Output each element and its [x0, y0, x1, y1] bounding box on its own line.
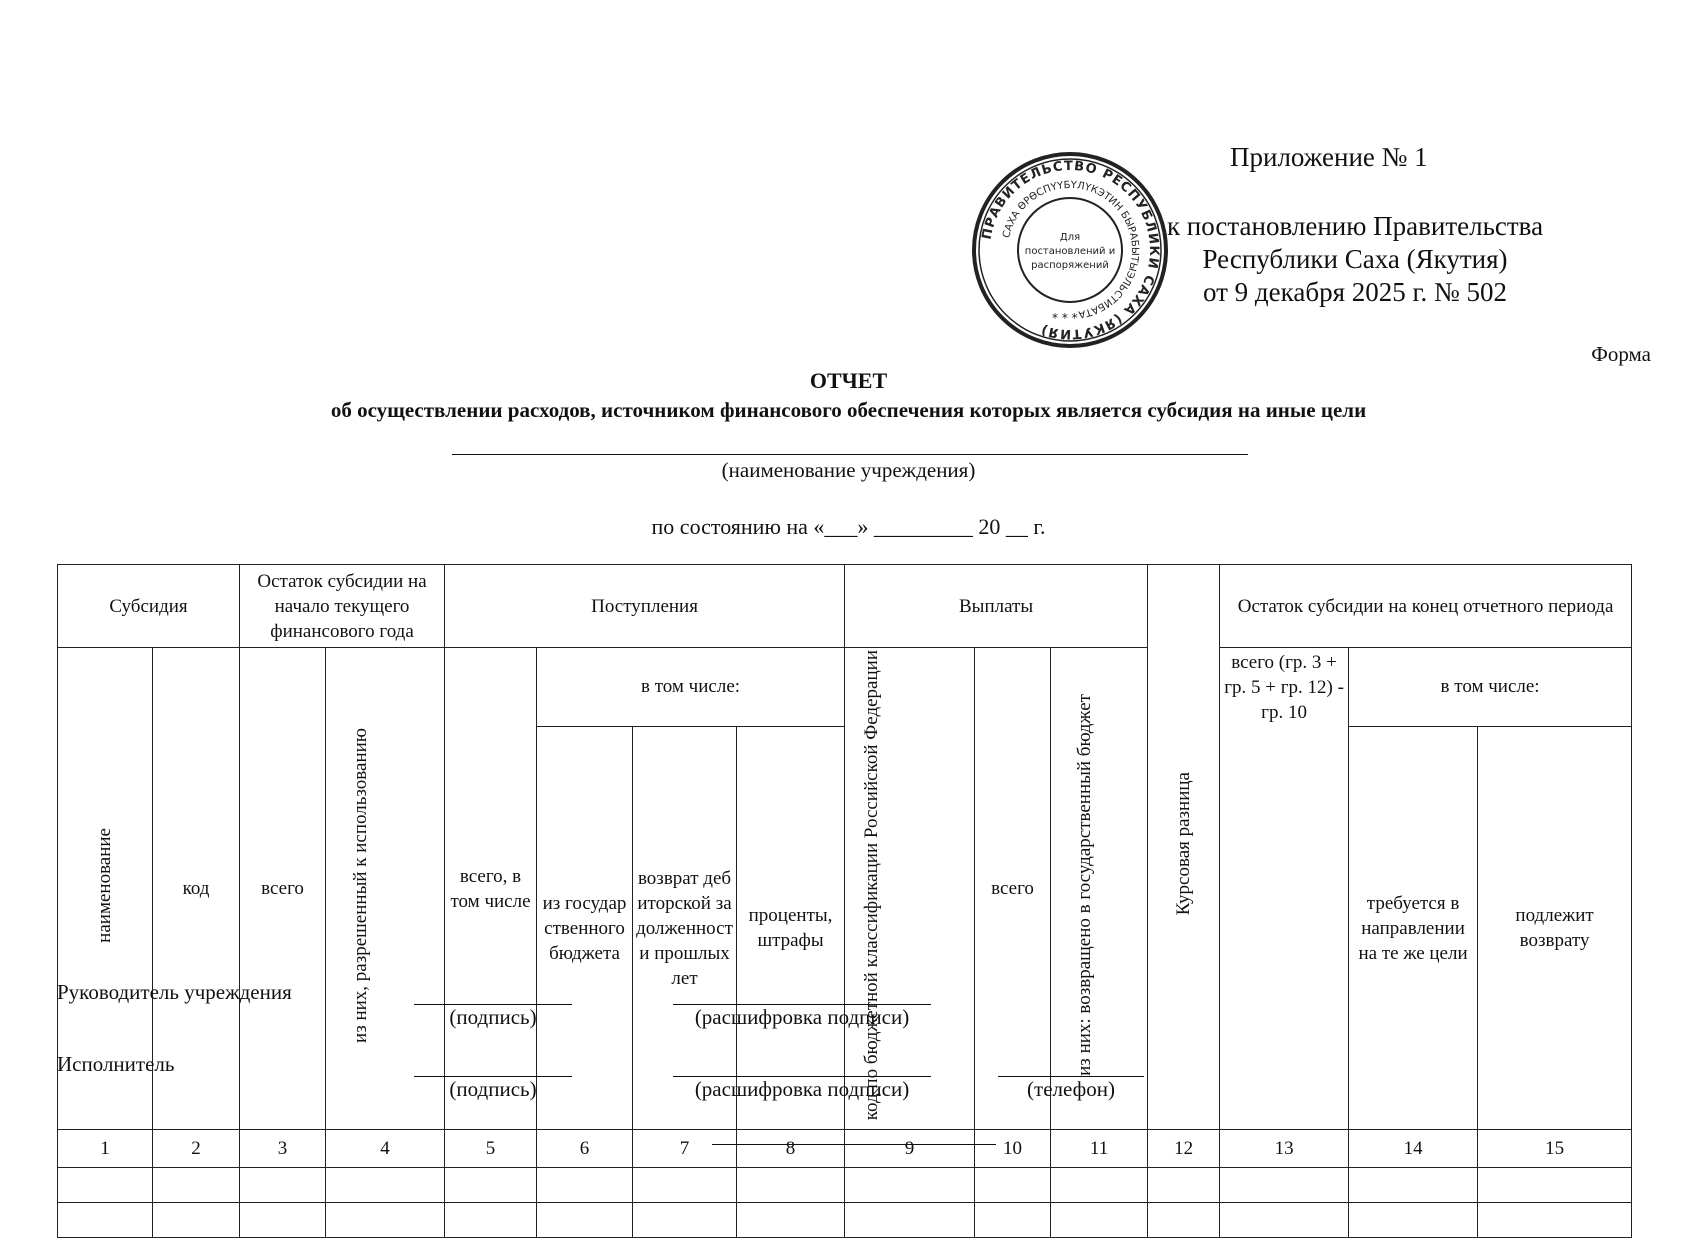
executor-decode-caption: (расшифровка подписи) — [694, 1077, 910, 1101]
column-number: 2 — [153, 1130, 240, 1168]
institution-name-line — [452, 454, 1248, 455]
end-including: в том числе: — [1349, 648, 1632, 727]
table-row — [58, 1168, 1632, 1203]
svg-text:* * *: * * * — [1052, 311, 1078, 325]
as-of-date: по состоянию на «___» _________ 20 __ г. — [651, 514, 1046, 539]
column-number: 9 — [845, 1130, 975, 1168]
head-label: Руководитель учреждения — [57, 980, 292, 1004]
receipts-including: в том числе: — [537, 648, 845, 727]
decree-line: к постановлению Правительства — [1166, 211, 1544, 241]
column-number: 10 — [975, 1130, 1051, 1168]
svg-text:постановлений и: постановлений и — [1024, 246, 1116, 257]
header-balance-end: Остаток субсидии на конец отчетного периода — [1220, 565, 1632, 648]
decree-line: от 9 декабря 2025 г. № 502 — [1202, 277, 1508, 307]
col-bk-code: код по бюджетной классификации Российской Федерации — [845, 648, 975, 1130]
column-number: 13 — [1220, 1130, 1349, 1168]
header-subsidy: Субсидия — [58, 565, 240, 648]
head-decode-caption: (расшифровка подписи) — [694, 1005, 910, 1029]
executor-phone-caption: (телефон) — [1027, 1077, 1115, 1101]
appendix-label: Приложение № 1 — [1230, 142, 1428, 172]
form-label: Форма — [1591, 342, 1651, 366]
executor-label: Исполнитель — [57, 1052, 175, 1076]
svg-text:распоряжений: распоряжений — [1031, 260, 1109, 271]
col-receipts-total: всего, в том числе — [445, 648, 537, 1130]
exchange-diff-label: Курсовая разница — [1172, 772, 1194, 916]
header-balance-start: Остаток субсидии на начало текущего финансового года — [240, 565, 445, 648]
column-number: 4 — [326, 1130, 445, 1168]
col-from-state-budget: из государственного бюджета — [537, 726, 633, 1129]
column-number: 7 — [633, 1130, 737, 1168]
col-returned: из них: возвращено в государственный бюджет — [1051, 648, 1148, 1130]
col-to-return: подлежит возврату — [1478, 726, 1632, 1129]
col-end-total: всего (гр. 3 + гр. 5 + гр. 12) - гр. 10 — [1220, 648, 1349, 1130]
report-table — [57, 564, 1632, 1238]
column-number: 11 — [1051, 1130, 1148, 1168]
footer-line — [712, 1144, 996, 1145]
header-receipts: Поступления — [445, 565, 845, 648]
col-code: код — [153, 648, 240, 1130]
svg-text:Для: Для — [1059, 232, 1081, 243]
col-allowed: из них, разрешенный к использованию — [326, 648, 445, 1130]
col-interest: проценты, штрафы — [737, 726, 845, 1129]
decree-reference — [1165, 210, 1545, 309]
executor-signature-caption: (подпись) — [449, 1077, 537, 1101]
decree-line: Республики Саха (Якутия) — [1202, 244, 1508, 274]
column-number: 6 — [537, 1130, 633, 1168]
document-title: ОТЧЕТ — [809, 368, 888, 393]
column-number: 1 — [58, 1130, 153, 1168]
seal-outer-text: ПРАВИТЕЛЬСТВО РЕСПУБЛИКИ САХА (ЯКУТИЯ) — [979, 158, 1162, 342]
head-signature-caption: (подпись) — [449, 1005, 537, 1029]
column-number: 12 — [1148, 1130, 1220, 1168]
seal-inner-text: САХА ӨРӨСПҮҮБҮЛҮКЭТИН БЫРАБЫТЫЭЛЬСТИБАТА — [1001, 179, 1141, 320]
header-payments: Выплаты — [845, 565, 1148, 648]
col-required: требуется в направлении на те же цели — [1349, 726, 1478, 1129]
official-seal — [970, 150, 1170, 350]
col-debt-return: возврат дебиторской задолженности прошлых лет — [633, 726, 737, 1129]
col-payments-total: всего — [975, 648, 1051, 1130]
column-number: 14 — [1349, 1130, 1478, 1168]
header-exchange-diff — [1148, 565, 1220, 1130]
table-row — [58, 1203, 1632, 1238]
column-number: 8 — [737, 1130, 845, 1168]
column-number: 3 — [240, 1130, 326, 1168]
col-name: наименование — [58, 648, 153, 1130]
col-total-start: всего — [240, 648, 326, 1130]
institution-caption: (наименование учреждения) — [721, 458, 976, 482]
document-subtitle: об осуществлении расходов, источником финансового обеспечения которых является субсидия на иные цели — [330, 398, 1367, 422]
column-number: 5 — [445, 1130, 537, 1168]
column-number: 15 — [1478, 1130, 1632, 1168]
